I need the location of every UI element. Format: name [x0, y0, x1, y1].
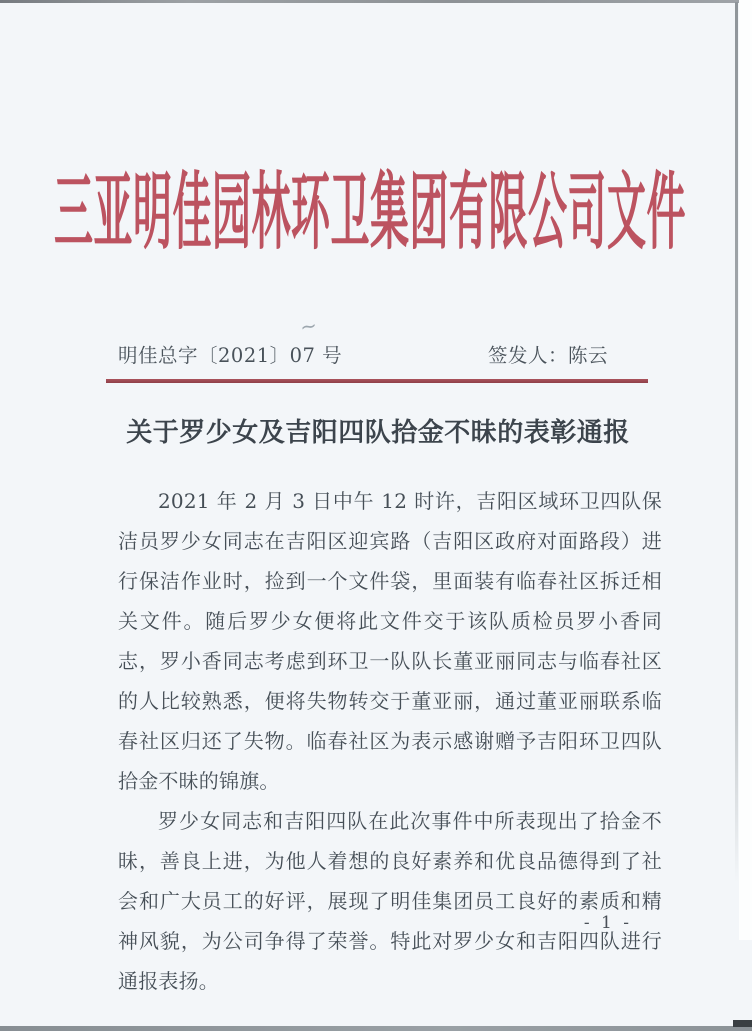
body-paragraph-2: 罗少女同志和吉阳四队在此次事件中所表现出了拾金不昧，善良上进，为他人着想的良好素养和优良品德得到了社会和广大员工的好评，展现了明佳集团员工良好的素质和精神风貌，为公司争得了荣誉。特此对罗少女和吉阳四队进行通报表扬。 — [118, 809, 662, 993]
scan-edge-right-margin — [739, 0, 752, 940]
document-title: 关于罗少女及吉阳四队拾金不昧的表彰通报 — [126, 418, 630, 448]
body-paragraph-1: 2021 年 2 月 3 日中午 12 时许，吉阳区域环卫四队保洁员罗少女同志在吉阳区迎宾路（吉阳区政府对面路段）进行保洁作业时，捡到一个文件袋，里面装有临春社区拆迁相关文件。随后罗少女便将此文件交于该队质检员罗小香同志，罗小香同志考虑到环卫一队队长董亚丽同志与临春社区的人比较熟悉，便将失物转交于董亚丽，通过董亚丽联系临春社区归还了失物。临春社区为表示感谢赠予吉阳环卫四队拾金不昧的锦旗。 — [118, 489, 662, 793]
red-divider-line — [106, 379, 648, 383]
issuer-name: 签发人：陈云 — [487, 344, 608, 367]
organization-letterhead: 三亚明佳园林环卫集团有限公司文件 — [53, 163, 686, 263]
scan-edge-bottom — [0, 1026, 752, 1031]
scan-corner-mark — [733, 1020, 752, 1027]
page-number: - 1 - — [583, 913, 632, 933]
pencil-squiggle-artifact: ~ — [298, 312, 319, 340]
scan-edge-top — [0, 0, 752, 3]
document-number-row — [118, 340, 608, 368]
document-number: 明佳总字〔2021〕07 号 — [118, 344, 343, 367]
